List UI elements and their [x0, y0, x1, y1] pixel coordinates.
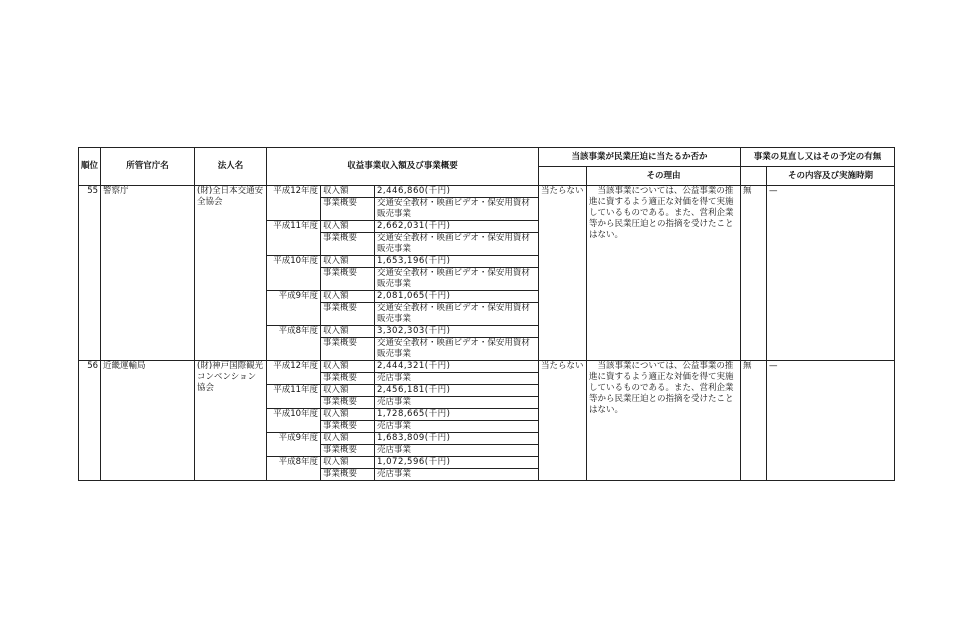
overview-label: 事業概要 [321, 397, 375, 409]
review-detail: — [767, 361, 895, 481]
income-label: 収入額 [321, 186, 375, 198]
review-flag: 無 [741, 361, 767, 481]
review-detail: — [767, 186, 895, 361]
year-label: 平成8年度 [267, 326, 321, 361]
table-row [79, 186, 895, 198]
overview-text: 交通安全教材・映画ビデオ・保安用資材販売事業 [375, 233, 539, 256]
overview-label: 事業概要 [321, 338, 375, 361]
overview-text: 交通安全教材・映画ビデオ・保安用資材販売事業 [375, 268, 539, 291]
overview-text: 売店事業 [375, 469, 539, 481]
income-value: 1,728,665(千円) [375, 409, 539, 421]
header-corp: 法人名 [195, 148, 267, 186]
income-value: 2,081,065(千円) [375, 291, 539, 303]
overview-label: 事業概要 [321, 445, 375, 457]
disclosure-table [78, 147, 895, 481]
header-ministry: 所管官庁名 [101, 148, 195, 186]
year-label: 平成11年度 [267, 221, 321, 256]
review-flag: 無 [741, 186, 767, 361]
overview-label: 事業概要 [321, 303, 375, 326]
year-label: 平成10年度 [267, 409, 321, 433]
entry-rank: 55 [79, 186, 101, 361]
overview-text: 交通安全教材・映画ビデオ・保安用資材販売事業 [375, 198, 539, 221]
income-label: 収入額 [321, 409, 375, 421]
overview-label: 事業概要 [321, 469, 375, 481]
verdict: 当たらない [539, 186, 587, 361]
overview-text: 売店事業 [375, 373, 539, 385]
income-value: 1,683,809(千円) [375, 433, 539, 445]
income-value: 1,653,196(千円) [375, 256, 539, 268]
income-label: 収入額 [321, 326, 375, 338]
year-label: 平成9年度 [267, 433, 321, 457]
verdict: 当たらない [539, 361, 587, 481]
income-value: 1,072,596(千円) [375, 457, 539, 469]
income-label: 収入額 [321, 385, 375, 397]
overview-text: 売店事業 [375, 445, 539, 457]
year-label: 平成12年度 [267, 361, 321, 385]
header-review: 事業の見直し又はその予定の有無 [741, 148, 895, 167]
header-revenue-overview: 収益事業収入額及び事業概要 [267, 148, 539, 186]
income-value: 2,662,031(千円) [375, 221, 539, 233]
year-label: 平成8年度 [267, 457, 321, 481]
entry-rank: 56 [79, 361, 101, 481]
year-label: 平成12年度 [267, 186, 321, 221]
overview-label: 事業概要 [321, 373, 375, 385]
overview-text: 売店事業 [375, 397, 539, 409]
overview-text: 交通安全教材・映画ビデオ・保安用資材販売事業 [375, 338, 539, 361]
overview-text: 売店事業 [375, 421, 539, 433]
table-row [79, 361, 895, 373]
reason-text: 当該事業については、公益事業の推進に資するよう適正な対価を得て実施しているものである。また、営利企業等から民業圧迫との指摘を受けたことはない。 [587, 361, 741, 481]
overview-label: 事業概要 [321, 268, 375, 291]
overview-label: 事業概要 [321, 233, 375, 256]
header-detail: その内容及び実施時期 [767, 167, 895, 186]
entry-corp: (財)全日本交通安全協会 [195, 186, 267, 361]
year-label: 平成9年度 [267, 291, 321, 326]
reason-text: 当該事業については、公益事業の推進に資するよう適正な対価を得て実施しているものである。また、営利企業等から民業圧迫との指摘を受けたことはない。 [587, 186, 741, 361]
header-verdict-blank [539, 167, 587, 186]
income-value: 3,302,303(千円) [375, 326, 539, 338]
entry-corp: (財)神戸国際観光コンベンション協会 [195, 361, 267, 481]
income-label: 収入額 [321, 433, 375, 445]
income-label: 収入額 [321, 221, 375, 233]
header-rank: 順位 [79, 148, 101, 186]
overview-label: 事業概要 [321, 421, 375, 433]
year-label: 平成11年度 [267, 385, 321, 409]
header-reason: その理由 [587, 167, 741, 186]
overview-text: 交通安全教材・映画ビデオ・保安用資材販売事業 [375, 303, 539, 326]
income-value: 2,456,181(千円) [375, 385, 539, 397]
income-label: 収入額 [321, 291, 375, 303]
year-label: 平成10年度 [267, 256, 321, 291]
income-value: 2,446,860(千円) [375, 186, 539, 198]
header-flag-blank [741, 167, 767, 186]
entry-ministry: 警察庁 [101, 186, 195, 361]
income-label: 収入額 [321, 361, 375, 373]
entry-ministry: 近畿運輸局 [101, 361, 195, 481]
header-pressure: 当該事業が民業圧迫に当たるか否か [539, 148, 741, 167]
income-label: 収入額 [321, 256, 375, 268]
income-value: 2,444,321(千円) [375, 361, 539, 373]
income-label: 収入額 [321, 457, 375, 469]
overview-label: 事業概要 [321, 198, 375, 221]
